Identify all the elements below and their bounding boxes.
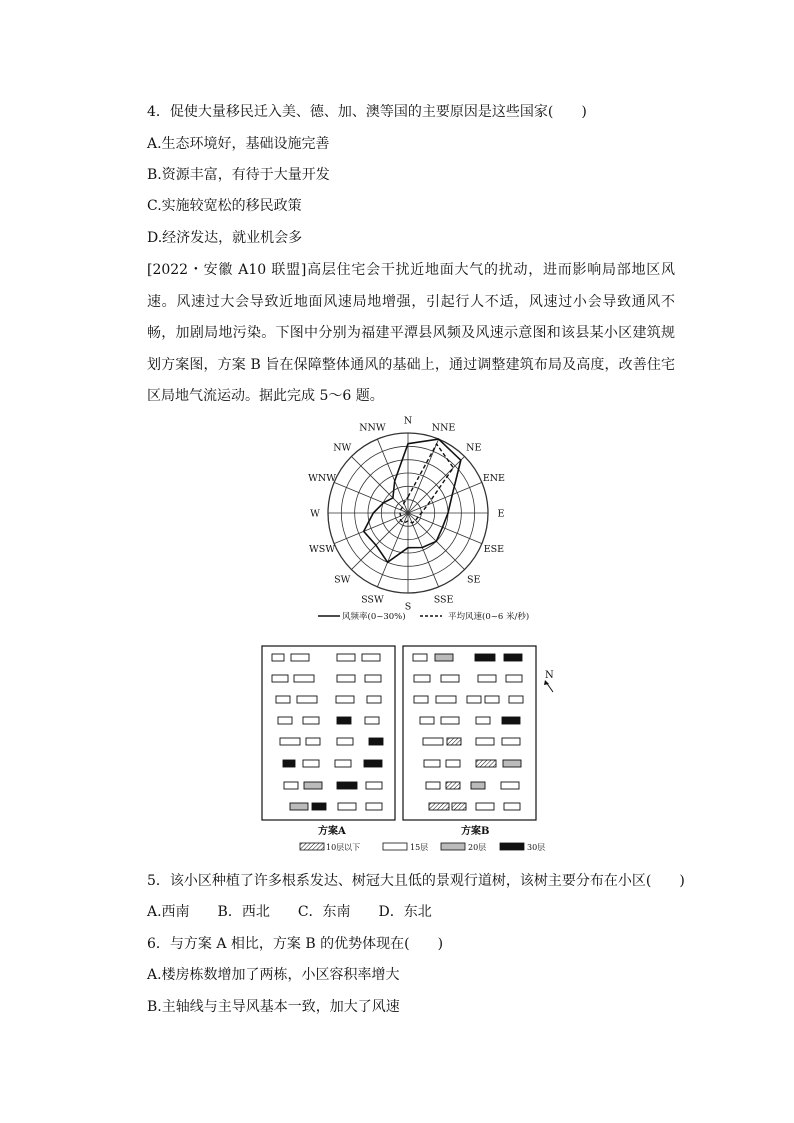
building-15-floors (294, 675, 314, 682)
building-15-floors (485, 696, 499, 703)
direction-label: NW (333, 442, 352, 454)
building-15-floors (276, 696, 290, 703)
legend-swatch-20 (441, 843, 465, 850)
building-15-floors (414, 675, 430, 682)
q4-option-c: C.实施较宽松的移民政策 (147, 198, 302, 214)
building-15-floors (306, 738, 320, 745)
building-15-floors (467, 696, 481, 703)
direction-label: SE (467, 574, 481, 586)
building-30-floors (337, 717, 351, 724)
direction-label: SW (334, 574, 351, 586)
legend-swatch-10 (300, 843, 324, 850)
building-30-floors (502, 717, 520, 724)
building-30-floors (369, 738, 383, 745)
rose-spoke (351, 456, 408, 513)
building-15-floors (441, 717, 459, 724)
direction-label: E (497, 508, 505, 520)
legend-label-15: 15层 (410, 843, 429, 852)
building-15-floors (278, 717, 292, 724)
building-15-floors (423, 738, 443, 745)
q4-option-a: A.生态环境好，基础设施完善 (147, 136, 330, 152)
direction-label: ESE (483, 544, 505, 556)
direction-label: WNW (308, 472, 337, 484)
legend-label-10: 10层以下 (326, 843, 361, 852)
q5-stem: 5．该小区种植了许多根系发达、树冠大且低的景观行道树，该树主要分布在小区( ) (147, 873, 685, 889)
direction-label: S (404, 601, 412, 613)
building-15-floors (441, 675, 459, 682)
building-15-floors (366, 782, 382, 789)
building-30-floors (475, 654, 495, 661)
direction-label: W (310, 508, 320, 520)
direction-label: NE (466, 442, 482, 454)
legend-label-20: 20层 (468, 843, 487, 852)
building-20-floors (471, 782, 485, 789)
building-15-floors (446, 760, 460, 767)
building-15-floors (280, 738, 300, 745)
q4-option-d: D.经济发达，就业机会多 (147, 230, 303, 246)
q4-stem: 4．促使大量移民迁入美、德、加、澳等国的主要原因是这些国家( ) (147, 104, 587, 120)
building-15-floors (338, 803, 356, 810)
building-15-floors (501, 782, 519, 789)
building-15-floors (476, 717, 490, 724)
building-15-floors (272, 654, 284, 661)
building-15-floors (335, 760, 351, 767)
building-15-floors (362, 654, 380, 661)
building-15-floors (297, 696, 317, 703)
plan-b-frame (403, 646, 536, 820)
wind-rose-figure (0, 400, 794, 640)
rose-spoke (351, 513, 408, 570)
building-15-floors (337, 675, 355, 682)
building-15-floors (284, 782, 298, 789)
building-15-floors (426, 782, 440, 789)
building-15-floors (478, 675, 496, 682)
building-under-10-floors (429, 803, 449, 810)
building-30-floors (364, 760, 382, 767)
direction-label: WSW (309, 544, 336, 556)
building-15-floors (413, 654, 427, 661)
building-15-floors (476, 803, 494, 810)
plan-a-label: 方案A (318, 826, 346, 837)
plan-legend (300, 843, 545, 852)
q6-stem: 6．与方案 A 相比，方案 B 的优势体现在( ) (147, 936, 444, 952)
building-15-floors (436, 696, 456, 703)
direction-label: NNW (359, 422, 386, 434)
building-15-floors (337, 738, 353, 745)
direction-label: SSW (361, 594, 384, 606)
legend-label-30: 30层 (527, 843, 546, 852)
building-15-floors (424, 760, 440, 767)
building-15-floors (365, 717, 379, 724)
building-30-floors (283, 760, 295, 767)
q6-option-b: B.主轴线与主导风基本一致，加大了风速 (147, 999, 400, 1015)
building-15-floors (365, 675, 381, 682)
building-30-floors (337, 782, 357, 789)
building-20-floors (304, 782, 322, 789)
legend-speed: 平均风速(0~6 米/秒) (448, 612, 530, 622)
plan-a-frame (262, 646, 395, 820)
legend-frequency: 风频率(0~30%) (342, 612, 406, 622)
direction-label: SSE (433, 594, 454, 606)
building-plan-figure (0, 640, 794, 860)
building-20-floors (290, 803, 308, 810)
q5-options: A.西南 B．西北 C．东南 D．东北 (147, 904, 432, 920)
building-15-floors (336, 696, 354, 703)
building-15-floors (337, 654, 355, 661)
direction-label: ENE (482, 472, 506, 484)
building-30-floors (312, 803, 326, 810)
building-15-floors (367, 696, 381, 703)
building-15-floors (303, 760, 319, 767)
building-15-floors (420, 717, 434, 724)
building-15-floors (414, 696, 428, 703)
q6-option-a: A.楼房栋数增加了两栋，小区容积率增大 (147, 967, 400, 983)
building-15-floors (366, 803, 382, 810)
building-15-floors (303, 717, 319, 724)
direction-label: NNE (431, 422, 456, 434)
building-30-floors (504, 654, 522, 661)
building-under-10-floors (447, 738, 461, 745)
building-15-floors (291, 654, 309, 661)
building-under-10-floors (452, 803, 466, 810)
plan-b-label: 方案B (461, 826, 490, 837)
north-label: N (545, 670, 554, 681)
rose-spoke (408, 456, 465, 513)
north-arrow-icon (544, 680, 553, 692)
building-under-10-floors (446, 782, 460, 789)
building-15-floors (506, 675, 522, 682)
building-20-floors (435, 654, 453, 661)
building-15-floors (502, 738, 520, 745)
building-15-floors (504, 803, 520, 810)
legend-swatch-15 (383, 843, 407, 850)
building-15-floors (476, 738, 494, 745)
direction-label: N (403, 415, 413, 427)
building-15-floors (272, 675, 288, 682)
passage: [2022・安徽 A10 联盟]高层住宅会干扰近地面大气的扰动，进而影响局部地区风速。风速过大会导致近地面风速局地增强，引起行人不适，风速过小会导致通风不畅，加剧局地污染。下图中分别为福建平潭县风频及风速示意图和该县某小区建筑规划方案图，方案 B 旨在保障整体通风的基础上，通过调整建筑布局及高度，改善住宅区局地气流运动。据此完成 5～6 题。 (147, 262, 675, 404)
building-under-10-floors (476, 760, 496, 767)
building-15-floors (509, 696, 523, 703)
legend-swatch-30 (500, 843, 524, 850)
building-20-floors (503, 760, 521, 767)
q4-option-b: B.资源丰富，有待于大量开发 (147, 167, 330, 183)
